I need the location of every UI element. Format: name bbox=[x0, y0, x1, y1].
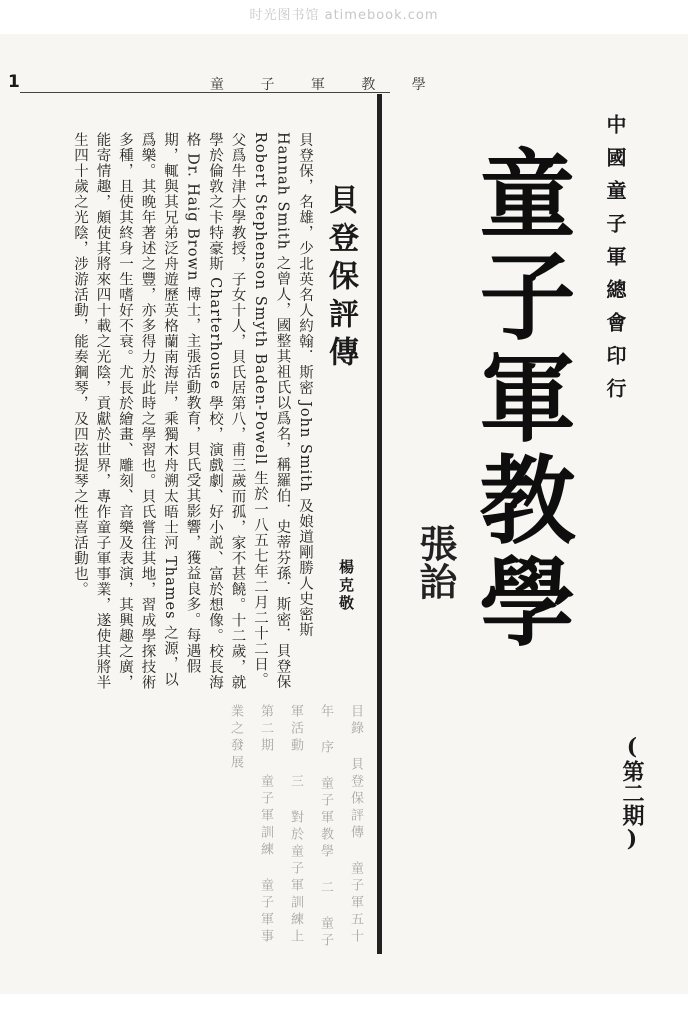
article-author: 楊克敬 bbox=[337, 559, 355, 613]
calligrapher-name: 張詒 bbox=[413, 524, 458, 600]
magazine-title: 童子軍教學 bbox=[464, 144, 577, 654]
issue-number: (第二期) bbox=[619, 734, 645, 852]
watermark: 时光图书馆 atimebook.com bbox=[249, 8, 439, 23]
publisher-line: 中國童子軍總會印行 bbox=[603, 114, 627, 411]
scanned-page bbox=[0, 34, 688, 994]
faint-contents-text: 目錄 貝登保評傳 童子軍五十年 序 童子軍教學 二 童子軍活動 三 對於童子軍訓練上 第二期 童子軍訓練 童子軍事業之發展 bbox=[228, 704, 363, 950]
cover-divider bbox=[377, 94, 382, 954]
article-title: 貝登保評傳 bbox=[323, 184, 358, 374]
header-rule bbox=[20, 92, 390, 93]
running-header: 童 子 軍 教 學 bbox=[210, 77, 442, 93]
article-body: 貝登保，名雄，少北英名人約翰．斯密 John Smith 及娘道剛勝人史密斯 Hannah Smith 之曾人，國整其祖氏以爲名，稱羅伯．史蒂芬孫．斯密．貝登保 Robert Stephenson Smyth Baden-Powell 生於一八五七年二月二十二日。父爲牛津大學教授，子女十人，貝氏居第八，甫三歲而孤，家不甚饒。十二歲，就學於倫敦之卡特豪斯 Charterhouse 學校，演戲劇、好小説、富於想像。校長海格 Dr. Haig Brown 博士，主張活動教育，貝氏受其影響，獲益良多。每遇假期，輒與其兄弟泛舟遊歷英格蘭南海岸，乘獨木舟溯太晤士河 Thames 之源，以爲樂。其晚年著述之豐，亦多得力於此時之學習也。貝氏嘗往其地，習成學探技術多種，且使其終身一生嗜好不衰。尤長於繪畫、雕刻、音樂及表演，其興趣之廣，能寄情趣，頗使其將來四十載之光陰，貢獻於世界，專作童子軍事業，遂使其將半生四十歲之光陰，涉游活動，能奏鋼琴，及四弦提琴之性喜活動也。 bbox=[72, 132, 313, 690]
page-number: 1 bbox=[8, 72, 20, 92]
